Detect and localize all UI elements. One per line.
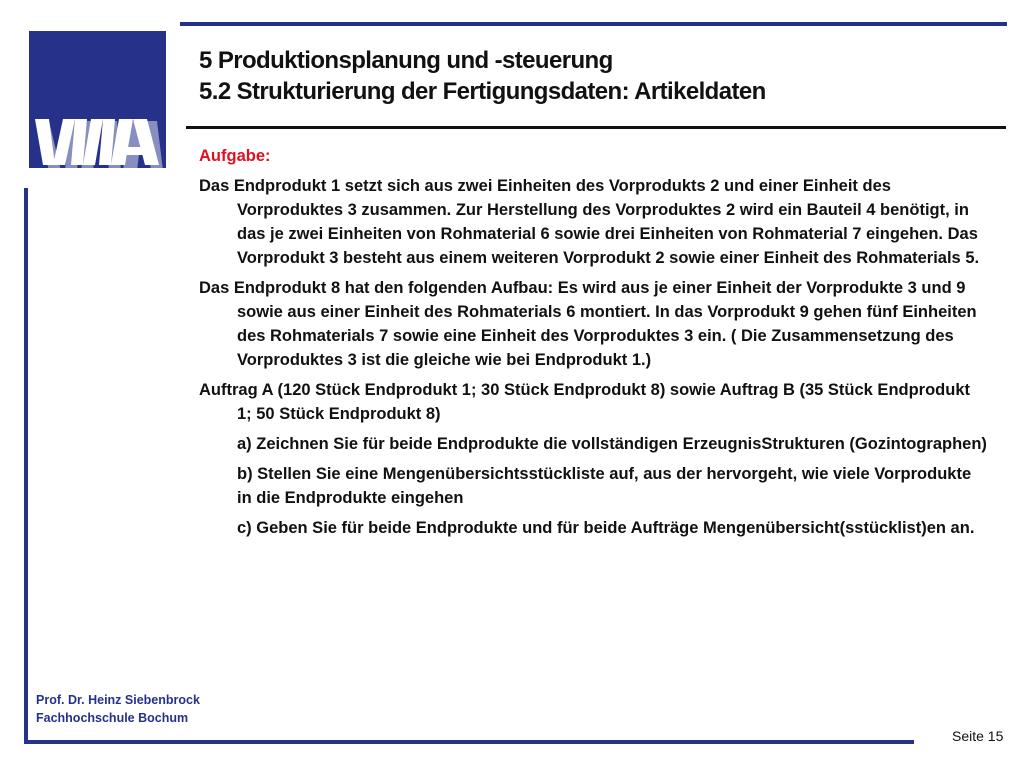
task-paragraph: Das Endprodukt 8 hat den folgenden Aufbau: Es wird aus je einer Einheit der Vorprodukte 3 und 9 sowie aus einer Einheit des Rohmaterials 6 montiert. In das Vorprodukt 9 gehen fünf Einheiten des Rohmaterials 7 sowie eine Einheit des Vorproduktes 3 ein. ( Die Zusammensetzung des Vorproduktes 3 ist die gleiche wie bei Endprodukt 1.) — [199, 279, 977, 369]
logo-text: VWA — [97, 59, 100, 60]
task-item-b: b) Stellen Sie eine Mengenübersichtsstückliste auf, aus der hervorgeht, wie viele Vorprodukte in die Endprodukte eingehen — [237, 465, 972, 507]
task-heading: Aufgabe: — [199, 147, 271, 165]
vwa-logo-mark — [29, 31, 166, 168]
left-rule — [24, 188, 28, 743]
footer-author: Prof. Dr. Heinz Siebenbrock — [36, 693, 200, 707]
page-title: 5 Produktionsplanung und -steuerung — [199, 47, 613, 74]
page-subtitle: 5.2 Strukturierung der Fertigungsdaten: Artikeldaten — [199, 78, 766, 105]
header-separator — [186, 126, 1006, 129]
task-content — [199, 144, 989, 546]
task-item-a: a) Zeichnen Sie für beide Endprodukte die vollständigen ErzeugnisStrukturen (Gozintographen) — [237, 435, 987, 453]
bottom-rule — [24, 740, 914, 744]
vwa-logo — [29, 31, 166, 168]
footer-institution: Fachhochschule Bochum — [36, 711, 189, 725]
top-rule — [180, 22, 1007, 26]
page-number: Seite 15 — [952, 728, 1004, 744]
task-paragraph: Auftrag A (120 Stück Endprodukt 1; 30 Stück Endprodukt 8) sowie Auftrag B (35 Stück Endprodukt 1; 50 Stück Endprodukt 8) — [199, 381, 971, 423]
task-item-c: c) Geben Sie für beide Endprodukte und für beide Aufträge Mengenübersicht(sstücklist)en an. — [237, 519, 975, 537]
task-paragraph: Das Endprodukt 1 setzt sich aus zwei Einheiten des Vorprodukts 2 und einer Einheit des Vorproduktes 3 zusammen. Zur Herstellung des Vorproduktes 2 wird ein Bauteil 4 benötigt, in das je zwei Einheiten von Rohmaterial 6 sowie drei Einheiten von Rohmaterial 7 eingehen. Das Vorprodukt 3 besteht aus einem weiteren Vorprodukt 2 sowie einer Einheit des Rohmaterials 5. — [199, 177, 980, 267]
